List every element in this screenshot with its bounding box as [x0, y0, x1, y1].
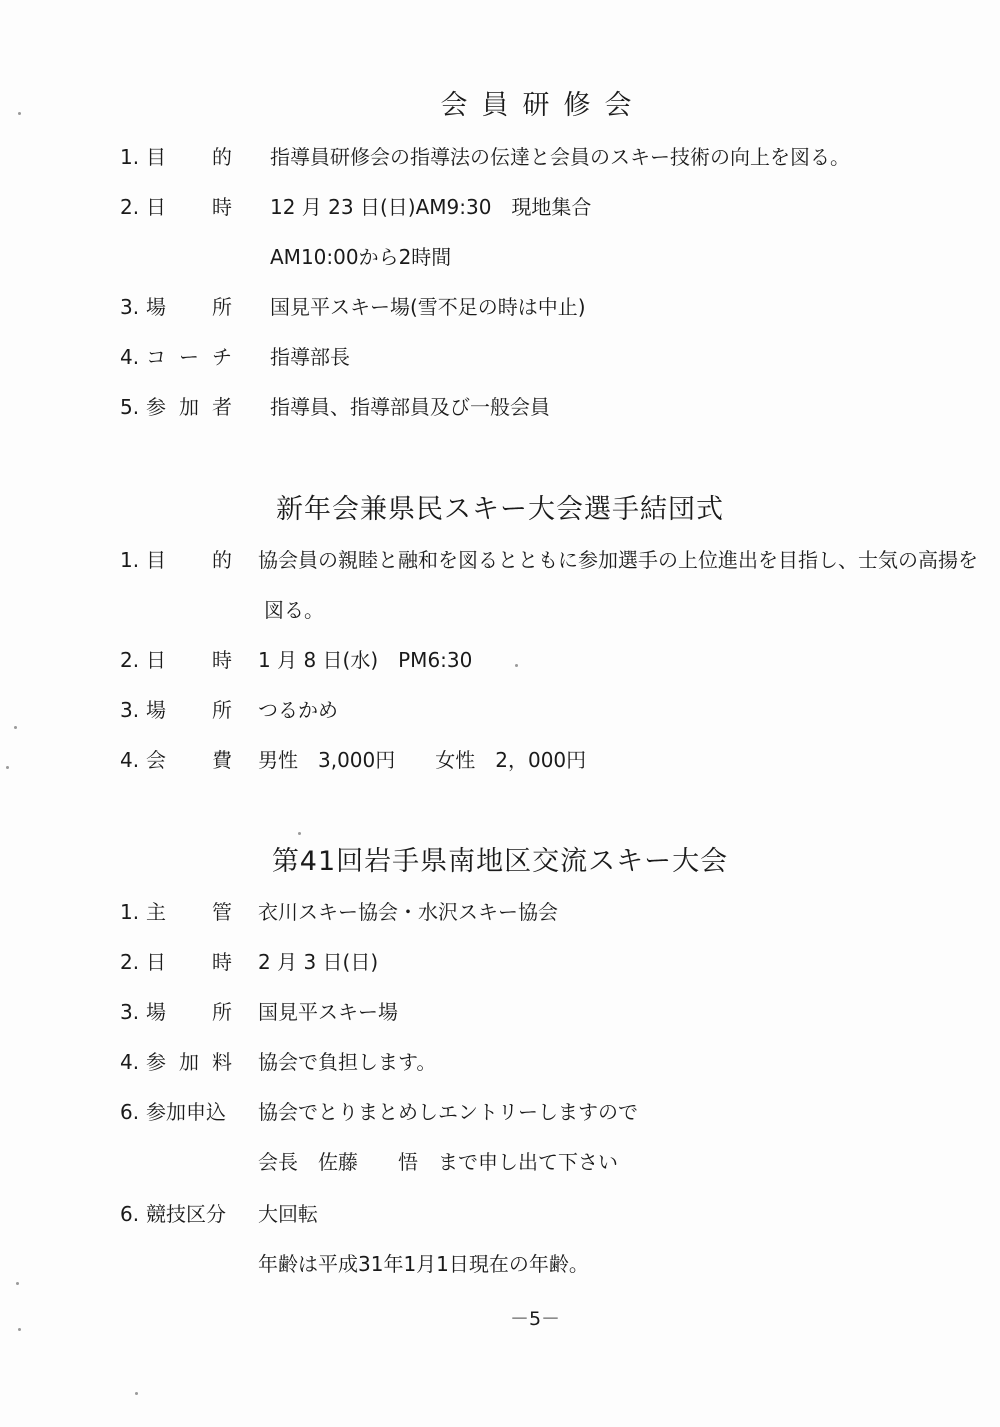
item-value: 協会員の親睦と融和を図るとともに参加選手の上位進出を目指し、士気の高揚を: [258, 548, 978, 572]
item-value: 指導員、指導部員及び一般会員: [270, 395, 550, 419]
item-number: 6.: [120, 1202, 140, 1226]
item-value: 2 月 3 日(日): [258, 950, 379, 974]
item-label: 場 所: [146, 698, 232, 722]
scan-speck: [515, 664, 518, 667]
item-number: 4.: [120, 748, 140, 772]
item-value: 国見平スキー場: [258, 1000, 398, 1024]
item-label: 場 所: [146, 295, 232, 319]
item-number: 4.: [120, 345, 140, 369]
item-label: 参加申込: [146, 1100, 226, 1124]
item-value: 12 月 23 日(日)AM9:30 現地集合: [270, 195, 592, 219]
item-continuation: 図る。: [264, 598, 324, 622]
item-number: 1.: [120, 145, 140, 169]
item-number: 4.: [120, 1050, 140, 1074]
item-value: 指導部長: [270, 345, 350, 369]
item-label: 参 加 料: [146, 1050, 232, 1074]
item-label: 会 費: [146, 748, 232, 772]
item-number: 3.: [120, 295, 140, 319]
item-value: 大回転: [258, 1202, 318, 1226]
item-label: 日 時: [146, 950, 232, 974]
item-label: 場 所: [146, 1000, 232, 1024]
section-title-new-year-party: 新年会兼県民スキー大会選手結団式: [276, 494, 724, 525]
item-value: 指導員研修会の指導法の伝達と会員のスキー技術の向上を図る。: [270, 145, 850, 169]
item-value: 協会でとりまとめしエントリーしますので: [258, 1100, 638, 1124]
item-label: 主 管: [146, 900, 232, 924]
item-value: 国見平スキー場(雪不足の時は中止): [270, 295, 586, 319]
scan-speck: [18, 1328, 21, 1331]
item-label: 目 的: [146, 145, 232, 169]
item-number: 2.: [120, 648, 140, 672]
item-value: 衣川スキー協会・水沢スキー協会: [258, 900, 558, 924]
scan-speck: [135, 1392, 138, 1395]
item-label: 目 的: [146, 548, 232, 572]
item-label: 日 時: [146, 648, 232, 672]
page-number: －5－: [509, 1308, 561, 1330]
scan-speck: [16, 1282, 19, 1285]
item-number: 1.: [120, 900, 140, 924]
item-value: 男性 3,000円 女性 2，000円: [258, 748, 587, 772]
item-label: コ ー チ: [146, 345, 232, 369]
item-label: 日 時: [146, 195, 232, 219]
scan-speck: [14, 726, 17, 729]
section-title-member-training: 会員研修会: [440, 90, 646, 121]
scan-speck: [18, 112, 21, 115]
scan-speck: [6, 766, 9, 769]
item-number: 2.: [120, 950, 140, 974]
item-continuation: AM10:00から2時間: [270, 245, 452, 269]
item-value: 協会で負担します。: [258, 1050, 437, 1074]
item-number: 6.: [120, 1100, 140, 1124]
item-number: 5.: [120, 395, 140, 419]
item-value: 1 月 8 日(水) PM6:30: [258, 648, 473, 672]
item-number: 1.: [120, 548, 140, 572]
item-label: 競技区分: [146, 1202, 226, 1226]
item-number: 3.: [120, 698, 140, 722]
item-continuation: 会長 佐藤 悟 まで申し出て下さい: [258, 1150, 618, 1174]
item-number: 2.: [120, 195, 140, 219]
scan-speck: [298, 832, 301, 835]
item-continuation: 年齢は平成31年1月1日現在の年齢。: [258, 1252, 589, 1276]
item-number: 3.: [120, 1000, 140, 1024]
section-title-ski-tournament: 第41回岩手県南地区交流スキー大会: [271, 846, 729, 877]
item-value: つるかめ: [258, 698, 338, 722]
item-label: 参 加 者: [146, 395, 232, 419]
